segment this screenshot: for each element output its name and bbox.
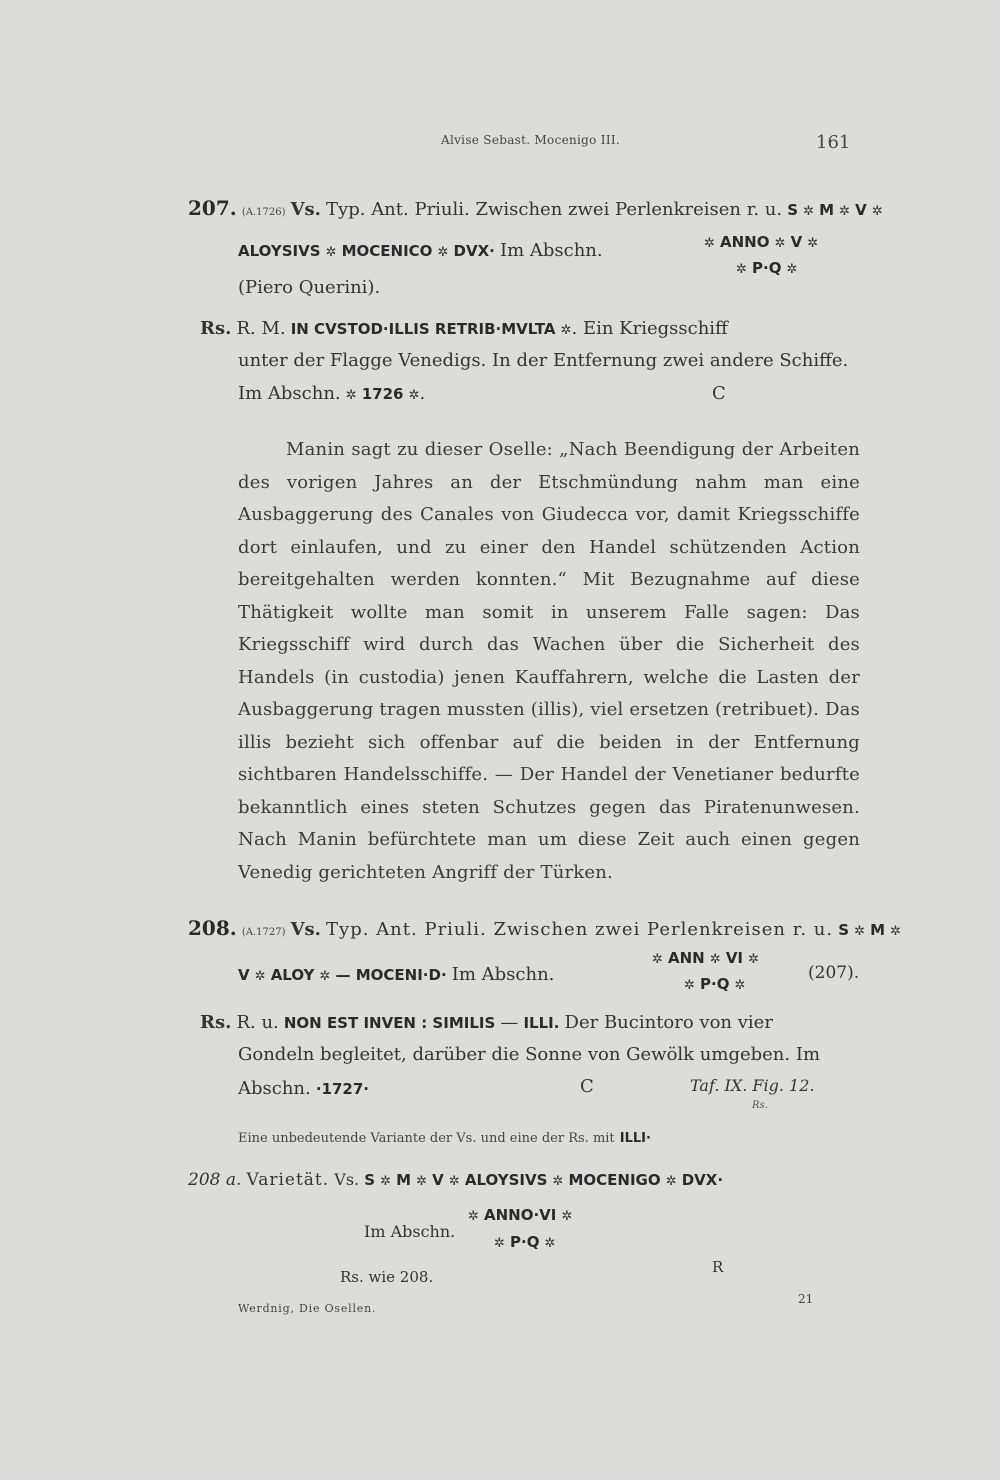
obverse-label: Vs. [334, 1170, 360, 1189]
obverse-legend-part: — MOCENI·D· [335, 966, 447, 984]
star-icon: ✲ [704, 236, 715, 251]
obverse-legend-part: ALOYSIVS [238, 242, 321, 260]
star-icon: ✲ [552, 1174, 564, 1189]
entry-207-reverse-line1 [200, 318, 728, 339]
entry-207-obverse-line2 [238, 240, 603, 261]
obverse-legend-part: V [238, 966, 250, 984]
star-icon: ✲ [448, 1174, 460, 1189]
exergue-text: P·Q [510, 1233, 540, 1251]
reverse-line3: Im Abschn. ✲ 1726 ✲. [238, 383, 426, 404]
exergue-line2 [494, 1232, 555, 1251]
engraver-note: (Piero Querini). [238, 277, 381, 298]
entry-year-prefix: (A. [241, 207, 257, 218]
commentary-paragraph [238, 434, 860, 889]
reverse-text: . Ein Kriegsschiff [571, 318, 728, 339]
exergue-text: ANNO·VI [484, 1206, 557, 1224]
exergue-text: VI [725, 949, 744, 967]
star-icon: ✲ [345, 388, 357, 403]
entry-year: 1727) [256, 927, 286, 938]
reverse-year: 1726 [361, 385, 404, 403]
entry-year-prefix: (A. [241, 927, 257, 938]
plate-reference-sub: Rs. [752, 1100, 768, 1111]
star-icon: ✲ [748, 952, 760, 967]
star-icon: ✲ [839, 204, 851, 219]
exergue-label: Im Abschn. [451, 964, 555, 985]
reverse-year: ·1727· [315, 1080, 369, 1098]
entry-number: 207. [188, 196, 237, 220]
legend-letter: V [855, 201, 867, 219]
star-icon: ✲ [807, 236, 819, 251]
star-icon: ✲ [437, 245, 449, 260]
entry-number: 208. [188, 916, 237, 940]
exergue-line1 [704, 232, 818, 251]
page-number: 161 [816, 132, 851, 153]
legend-letter: M [870, 921, 886, 939]
exergue-text: ANNO [720, 233, 770, 251]
footer-signature: Werdnig, Die Osellen. [238, 1302, 377, 1315]
legend-letter: V [432, 1171, 444, 1189]
star-icon: ✲ [854, 924, 866, 939]
reverse-line2: unter der Flagge Venedigs. In der Entfernung zwei andere Schiffe. [238, 350, 849, 371]
star-icon: ✲ [774, 236, 786, 251]
exergue-label: Abschn. [238, 1078, 311, 1099]
reverse-line2: Gondeln begleitet, darüber die Sonne von Gewölk umgeben. Im [238, 1044, 821, 1065]
star-icon: ✲ [871, 204, 883, 219]
exergue-label: Im Abschn. [499, 240, 603, 261]
star-icon: ✲ [494, 1236, 505, 1251]
star-icon: ✲ [544, 1236, 556, 1251]
exergue-line1 [652, 948, 759, 967]
cross-reference: (207). [808, 963, 860, 983]
exergue-text: ANN [668, 949, 705, 967]
reverse-reference: Rs. wie 208. [340, 1268, 434, 1286]
commentary-text: Manin sagt zu dieser Oselle: „Nach Beendigung der Arbeiten des vorigen Jahres an der Etschmündung nahm man eine Ausbaggerung des Canales von Giudecca vor, damit Kriegsschiffe dort einlaufen, und zu einer den Handel schützenden Action bereitgehalten werden konnten.“ Mit Bezugnahme auf diese Thätigkeit wollte man somit in unserem Falle sagen: Das Kriegsschiff wird durch das Wachen über die Sicherheit des Handels (in custodia) jenen Kauffahrern, welche die Lasten der Ausbaggerung tragen mussten (illis), viel ersetzen (retribuet). Das illis bezieht sich offenbar auf die beiden in der Entfernung sichtbaren Handelsschiffe. — Der Handel der Venetianer bedurfte bekanntlich eines steten Schutzes gegen das Piratenunwesen. Nach Manin befürchtete man um diese Zeit auch einen gegen Venedig gerichteten Angriff der Türken. [238, 439, 860, 883]
legend-letter: M [396, 1171, 412, 1189]
obverse-text: Typ. Ant. Priuli. Zwischen zwei Perlenkreisen r. u. [326, 919, 834, 940]
reverse-legend: NON EST INVEN : SIMILIS [283, 1014, 496, 1032]
running-head: Alvise Sebast. Mocenigo III. [441, 133, 621, 147]
star-icon: ✲ [408, 388, 420, 403]
reverse-legend: IN CVSTOD·ILLIS RETRIB·MVLTA [290, 320, 556, 338]
dash: — [500, 1012, 519, 1033]
star-icon: ✲ [736, 262, 747, 277]
exergue-label: Im Abschn. [238, 383, 341, 404]
entry-number: 208 a. [188, 1170, 242, 1190]
star-icon: ✲ [416, 1174, 428, 1189]
star-icon: ✲ [665, 1174, 677, 1189]
exergue-text: P·Q [752, 259, 782, 277]
entry-208-obverse-line2 [238, 964, 554, 985]
reverse-line3 [238, 1078, 369, 1099]
entry-208-heading [188, 916, 901, 940]
legend-letter: S [364, 1171, 376, 1189]
star-icon: ✲ [254, 969, 266, 984]
obverse-legend-part: DVX· [453, 242, 495, 260]
star-icon: ✲ [652, 952, 663, 967]
reverse-legend: ILLI. [523, 1014, 560, 1032]
variant-note-legend: ILLI· [619, 1131, 651, 1146]
star-icon: ✲ [786, 262, 798, 277]
obverse-legend-part: MOCENICO [341, 242, 433, 260]
star-icon: ✲ [709, 952, 721, 967]
legend-letter: M [819, 201, 835, 219]
reverse-label: Rs. [200, 318, 232, 339]
plate-reference: Taf. IX. Fig. 12. [690, 1076, 815, 1095]
variant-note [238, 1127, 651, 1146]
exergue-text: P·Q [700, 975, 730, 993]
obverse-label: Vs. [290, 919, 321, 940]
legend-word: DVX· [681, 1171, 724, 1189]
star-icon: ✲ [561, 1209, 573, 1224]
star-icon: ✲ [684, 978, 695, 993]
reverse-prefix: R. M. [236, 318, 286, 339]
obverse-legend-part: ALOY [270, 966, 315, 984]
legend-letter: S [838, 921, 850, 939]
star-icon: ✲ [325, 245, 337, 260]
star-icon: ✲ [468, 1209, 479, 1224]
rarity-mark: C [580, 1076, 594, 1097]
exergue-line1 [468, 1205, 572, 1224]
legend-word: MOCENIGO [568, 1171, 661, 1189]
star-icon: ✲ [560, 323, 572, 338]
rarity-mark: R [712, 1258, 724, 1276]
obverse-label: Vs. [290, 199, 321, 220]
reverse-label: Rs. [200, 1012, 232, 1033]
star-icon: ✲ [803, 204, 815, 219]
exergue-text: V [790, 233, 803, 251]
obverse-text: Typ. Ant. Priuli. Zwischen zwei Perlenkreisen r. u. [326, 199, 783, 220]
rarity-mark: C [712, 383, 726, 404]
exergue-line2 [736, 258, 797, 277]
exergue-line2 [684, 974, 745, 993]
entry-208a-heading [188, 1170, 723, 1190]
legend-word: ALOYSIVS [464, 1171, 548, 1189]
star-icon: ✲ [890, 924, 902, 939]
variant-note-text: Eine unbedeutende Variante der Vs. und eine der Rs. mit [238, 1131, 615, 1146]
legend-letter: S [787, 201, 799, 219]
reverse-prefix: R. u. [236, 1012, 279, 1033]
entry-year: 1726) [256, 207, 286, 218]
variety-label: Varietät. [246, 1170, 330, 1190]
entry-208-reverse-line1 [200, 1012, 773, 1033]
star-icon: ✲ [380, 1174, 392, 1189]
signature-mark: 21 [798, 1292, 814, 1306]
star-icon: ✲ [734, 978, 746, 993]
reverse-text: Der Bucintoro von vier [564, 1012, 773, 1033]
exergue-label: Im Abschn. [364, 1222, 456, 1241]
entry-207-heading [188, 196, 883, 220]
star-icon: ✲ [319, 969, 331, 984]
